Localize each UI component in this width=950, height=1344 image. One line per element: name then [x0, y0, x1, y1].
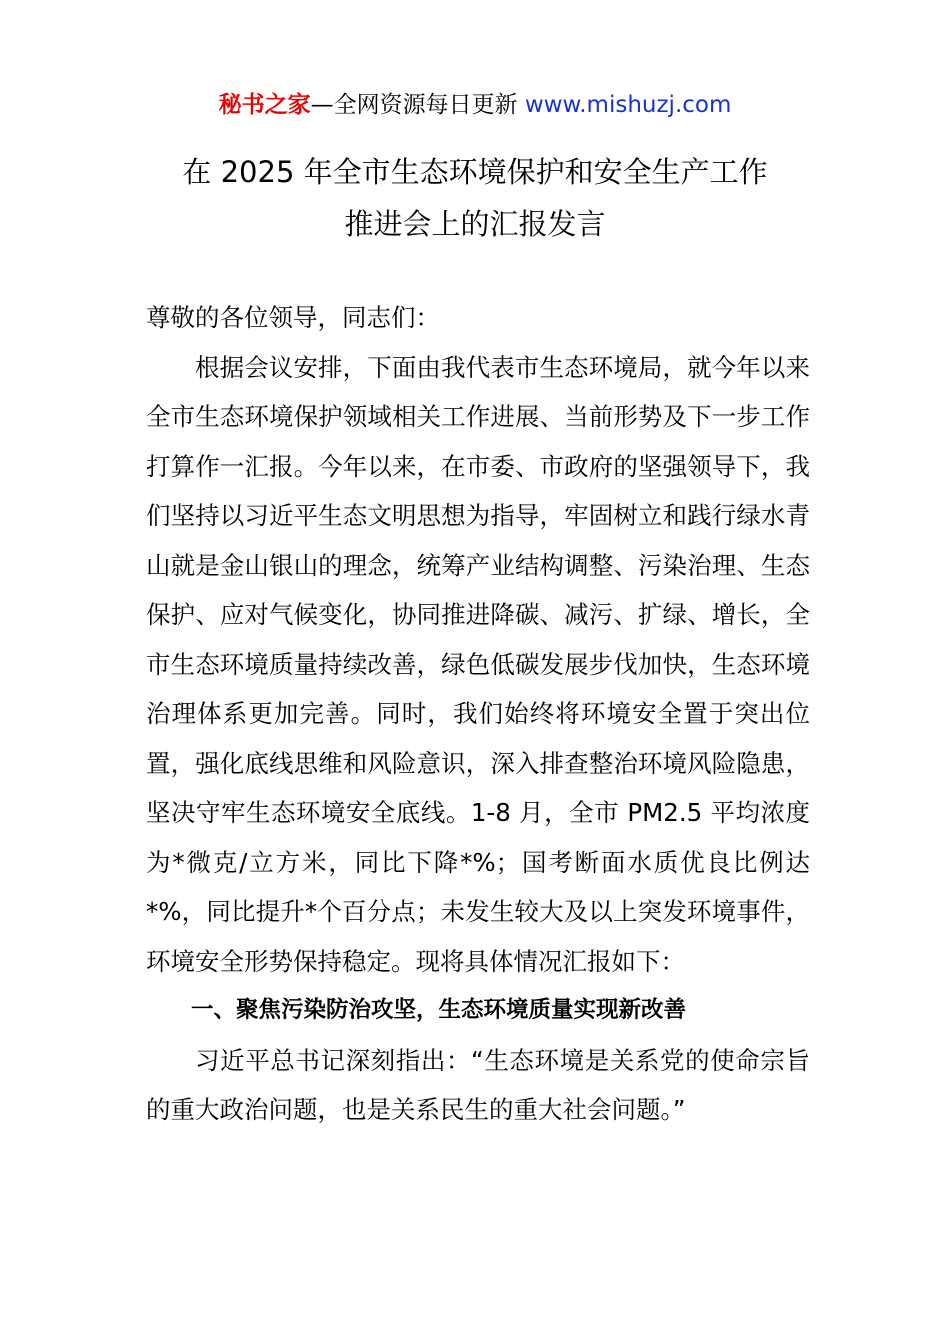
site-link[interactable]: www.mishuzj.com: [524, 92, 732, 118]
title-line-2: 推进会上的汇报发言: [344, 207, 606, 241]
header-tagline: —全网资源每日更新: [310, 92, 525, 118]
section-heading-1: 一、聚焦污染防治攻坚，生态环境质量实现新改善: [191, 997, 687, 1023]
document-title: [0, 146, 950, 250]
paragraph-intro: 根据会议安排，下面由我代表市生态环境局，就今年以来全市生态环境保护领域相关工作进展、当前形势及下一步工作打算作一汇报。今年以来，在市委、市政府的坚强领导下，我们坚持以习近平生态文明思想为指导，牢固树立和践行绿水青山就是金山银山的理念，统筹产业结构调整、污染治理、生态保护、应对气候变化，协同推进降碳、减污、扩绿、增长，全市生态环境质量持续改善，绿色低碳发展步伐加快，生态环境治理体系更加完善。同时，我们始终将环境安全置于突出位置，强化底线思维和风险意识，深入排查整治环境风险隐患，坚决守牢生态环境安全底线。1-8 月，全市 PM2.5 平均浓度为*微克/立方米，同比下降*%；国考断面水质优良比例达*%，同比提升*个百分点；未发生较大及以上突发环境事件，环境安全形势保持稳定。现将具体情况汇报如下：: [146, 352, 810, 976]
title-line-1: 在 2025 年全市生态环境保护和安全生产工作: [182, 155, 768, 189]
paragraph-quote: 习近平总书记深刻指出：“生态环境是关系党的使命宗旨的重大政治问题，也是关系民生的重大社会问题。”: [146, 1045, 810, 1124]
watermark-header: [0, 88, 950, 122]
document-body: [146, 293, 810, 1135]
brand-name: 秘书之家: [218, 92, 311, 118]
salutation: 尊敬的各位领导，同志们：: [146, 303, 440, 332]
